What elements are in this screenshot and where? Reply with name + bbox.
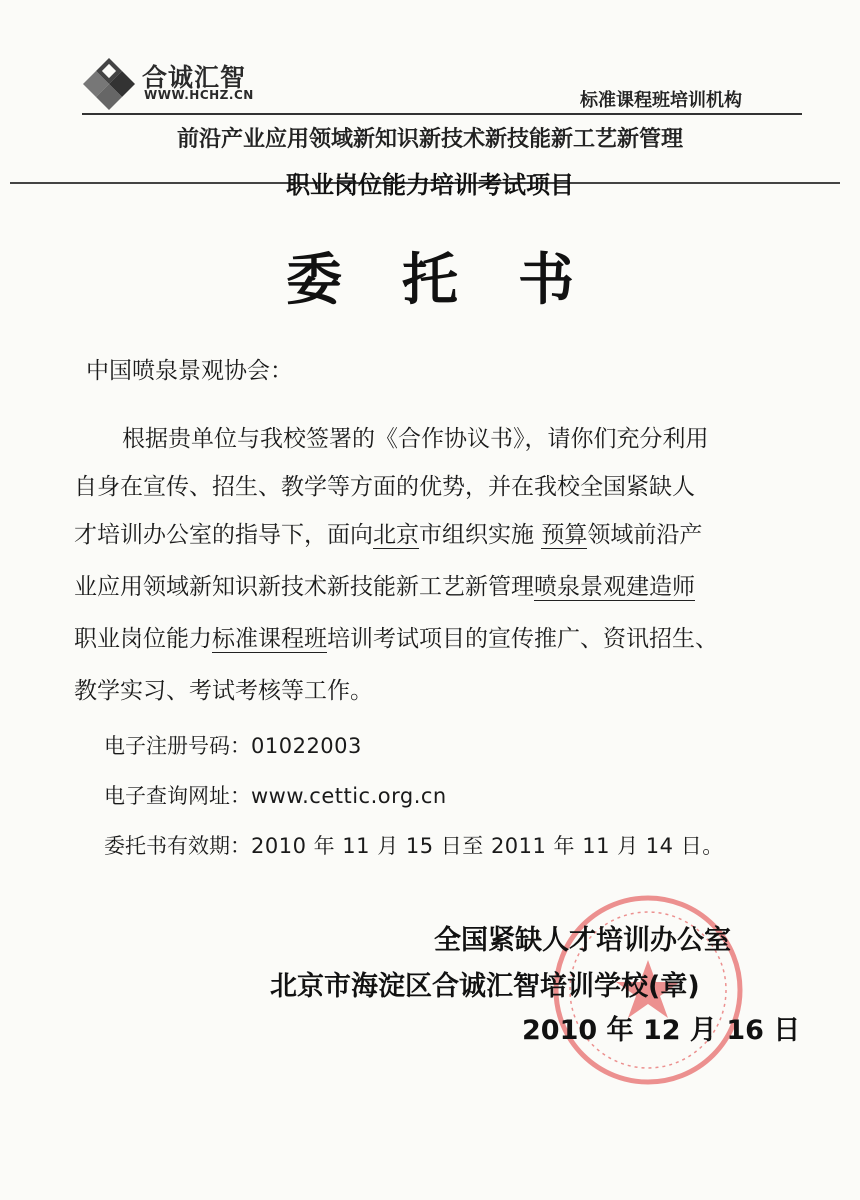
body-text: 业应用领域新知识新技术新技能新工艺新管理 — [74, 574, 534, 600]
body-text: 市组织实施 — [419, 522, 542, 548]
city-field: 北京 — [373, 522, 419, 548]
domain-field: 预算 — [541, 522, 588, 548]
query-url — [104, 780, 447, 810]
subtitle-line-2: 职业岗位能力培训考试项目 — [286, 171, 574, 199]
body-line-5 — [74, 624, 718, 654]
header-tagline: 标准课程班培训机构 — [580, 90, 742, 111]
body-line-6: 教学实习、考试考核等工作。 — [74, 678, 373, 704]
page-title: 委托书 — [286, 247, 634, 313]
header-divider — [82, 113, 802, 115]
issuer-org-2: 北京市海淀区合诚汇智培训学校(章) — [270, 971, 700, 1002]
validity-label: 委托书有效期： — [104, 834, 251, 858]
registration-number — [104, 730, 362, 760]
body-text: 领域前沿产 — [587, 522, 703, 548]
course-field: 标准课程班 — [212, 626, 327, 652]
query-url-label: 电子查询网址： — [104, 784, 251, 808]
body-line-4 — [74, 572, 695, 602]
logo-name: 合诚汇智 — [142, 63, 247, 92]
body-text: 才培训办公室的指导下，面向 — [74, 522, 373, 548]
body-text: 培训考试项目的宣传推广、资讯招生、 — [327, 626, 718, 652]
body-text: 职业岗位能力 — [74, 626, 212, 652]
registration-value: 01022003 — [251, 734, 362, 758]
validity-period — [104, 830, 724, 860]
logo-mark-icon — [82, 56, 136, 110]
body-line-1: 根据贵单位与我校签署的《合作协议书》，请你们充分利用 — [122, 426, 709, 452]
logo-url: WWW.HCHZ.CN — [144, 88, 254, 102]
subtitle-line-1: 前沿产业应用领域新知识新技术新技能新工艺新管理 — [176, 127, 683, 152]
issue-date: 2010 年 12 月 16 日 — [522, 1015, 801, 1046]
registration-label: 电子注册号码： — [104, 734, 251, 758]
addressee: 中国喷泉景观协会： — [86, 358, 293, 384]
query-url-value: www.cettic.org.cn — [251, 784, 447, 808]
logo — [82, 52, 282, 112]
job-title-field: 喷泉景观建造师 — [534, 574, 695, 600]
body-line-3 — [74, 520, 702, 550]
issuer-org-1: 全国紧缺人才培训办公室 — [434, 925, 731, 956]
body-line-2: 自身在宣传、招生、教学等方面的优势，并在我校全国紧缺人 — [74, 474, 695, 500]
validity-value: 2010 年 11 月 15 日至 2011 年 11 月 14 日。 — [251, 834, 724, 858]
